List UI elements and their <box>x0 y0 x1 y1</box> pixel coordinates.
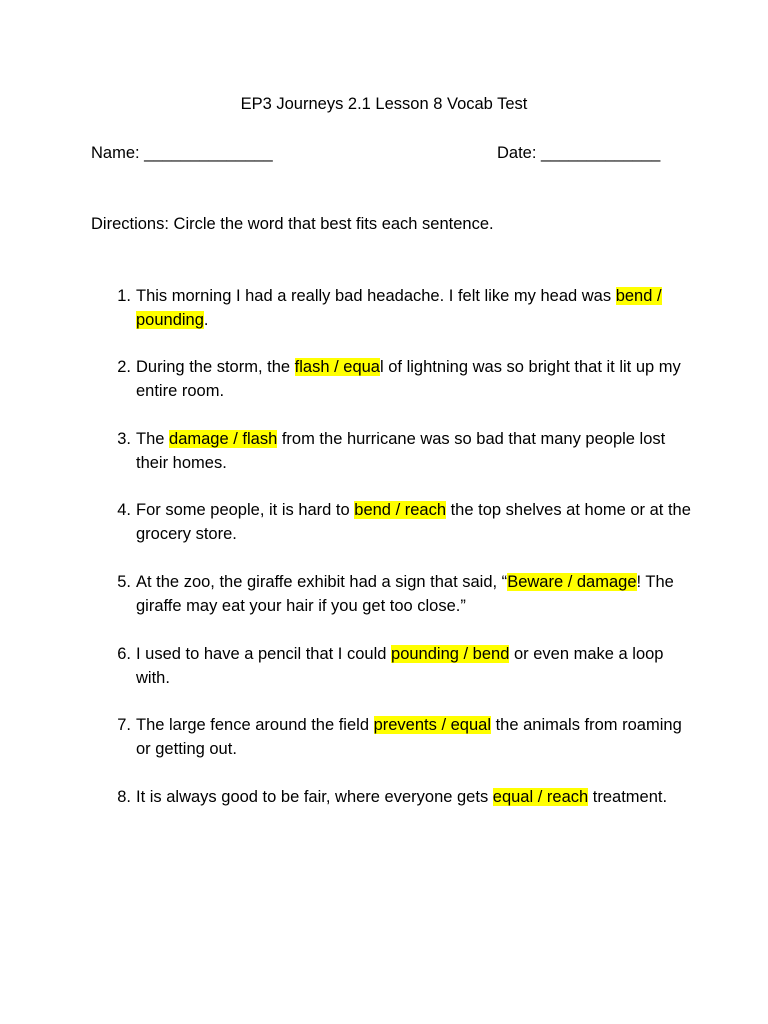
question-number: 8. <box>117 788 131 806</box>
question-text-after: the top shelves at home or at the grocery store. <box>136 501 691 543</box>
question-text <box>136 642 691 690</box>
question-text <box>136 785 691 809</box>
question-text-before: The large fence around the field <box>136 716 374 734</box>
answer-choices[interactable]: pounding / bend <box>391 645 510 663</box>
question-text-before: For some people, it is hard to <box>136 501 355 519</box>
question-number: 2. <box>117 358 131 376</box>
question-text <box>136 713 691 761</box>
page-title: EP3 Journeys 2.1 Lesson 8 Vocab Test <box>240 95 528 113</box>
answer-choices[interactable]: Beware / damage <box>507 573 637 591</box>
question-text <box>136 427 691 475</box>
question-text-after: ! The giraffe may eat your hair if you get too close.” <box>136 573 674 615</box>
date-field: Date: _____________ <box>497 144 661 162</box>
question-text-after: l of lightning was so bright that it lit up my entire room. <box>136 358 681 400</box>
question-text-after: from the hurricane was so bad that many people lost their homes. <box>136 430 666 472</box>
answer-choices[interactable]: damage / flash <box>169 430 278 448</box>
answer-choices[interactable]: bend / pounding <box>136 287 662 329</box>
question-number: 1. <box>117 287 131 305</box>
answer-choices[interactable]: prevents / equal <box>373 716 491 734</box>
question-text-after: or even make a loop with. <box>136 645 664 687</box>
question-text-before: The <box>136 430 170 448</box>
question-text-before: At the zoo, the giraffe exhibit had a sign that said, “ <box>136 573 508 591</box>
question-text-after: treatment. <box>588 788 668 806</box>
question-number: 3. <box>117 430 131 448</box>
answer-choices[interactable]: flash / equa <box>294 358 380 376</box>
question-number: 7. <box>117 716 131 734</box>
question-number: 6. <box>117 645 131 663</box>
question-number: 4. <box>117 501 131 519</box>
question-text-before: During the storm, the <box>136 358 295 376</box>
name-field: Name: ______________ <box>91 144 273 162</box>
question-text <box>136 570 691 618</box>
question-text-before: I used to have a pencil that I could <box>136 645 392 663</box>
answer-choices[interactable]: bend / reach <box>354 501 447 519</box>
question-text <box>136 498 691 546</box>
answer-choices[interactable]: equal / reach <box>492 788 589 806</box>
question-text-after: the animals from roaming or getting out. <box>136 716 682 758</box>
question-text <box>136 355 691 403</box>
question-text-before: This morning I had a really bad headache. I felt like my head was <box>136 287 616 305</box>
question-number: 5. <box>117 573 131 591</box>
directions-text: Directions: Circle the word that best fits each sentence. <box>91 215 494 233</box>
question-text-before: It is always good to be fair, where everyone gets <box>136 788 493 806</box>
question-text-after: . <box>203 311 209 329</box>
question-text <box>136 284 691 332</box>
